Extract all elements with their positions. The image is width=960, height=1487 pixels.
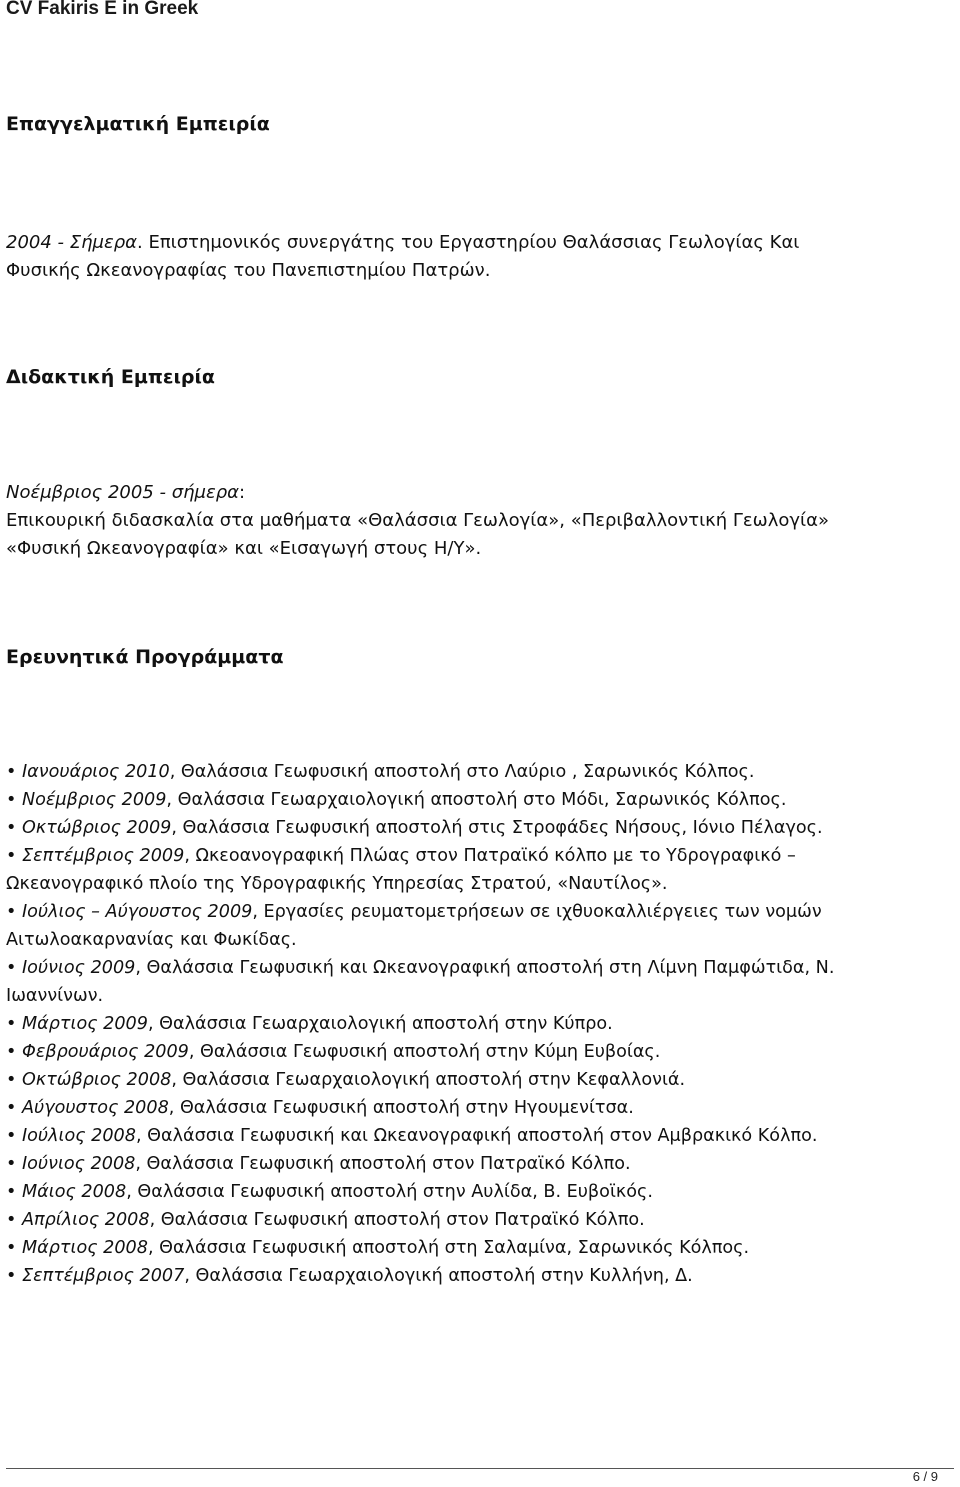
research-program-text: , Θαλάσσια Γεωαρχαιολογική αποστολή στην Κύπρο. bbox=[147, 1014, 613, 1034]
research-program-item bbox=[6, 1262, 936, 1290]
research-program-date: Αύγουστος 2008 bbox=[21, 1098, 169, 1118]
research-program-date: Ιούλιος 2008 bbox=[21, 1126, 136, 1146]
teaching-experience-heading: Διδακτική Εμπειρία bbox=[6, 366, 215, 388]
research-program-text: , Θαλάσσια Γεωφυσική αποστολή στην Ηγουμενίτσα. bbox=[168, 1098, 634, 1118]
research-program-item bbox=[6, 814, 936, 842]
research-program-text: , Θαλάσσια Γεωαρχαιολογική αποστολή στην Κυλλήνη, Δ. bbox=[184, 1266, 693, 1286]
research-program-item bbox=[6, 1038, 936, 1066]
professional-experience-heading: Επαγγελματική Εμπειρία bbox=[6, 113, 270, 135]
research-program-date: Μάρτιος 2009 bbox=[21, 1014, 148, 1034]
research-program-date: Μάιος 2008 bbox=[21, 1182, 127, 1202]
research-program-date: Ιούνιος 2008 bbox=[21, 1154, 136, 1174]
document-title: CV Fakiris E in Greek bbox=[6, 0, 199, 19]
research-program-item bbox=[6, 898, 936, 954]
professional-line-2: Φυσικής Ωκεανογραφίας του Πανεπιστημίου Πατρών. bbox=[6, 260, 491, 281]
research-program-text: , Εργασίες ρευματομετρήσεων σε ιχθυοκαλλιέργειες των νομών Αιτωλοακαρνανίας και Φωκίδας. bbox=[6, 902, 822, 950]
research-program-item bbox=[6, 842, 936, 898]
research-program-text: , Θαλάσσια Γεωφυσική και Ωκεανογραφική αποστολή στη Λίμνη Παμφώτιδα, Ν. Ιωαννίνων. bbox=[6, 958, 835, 1006]
research-program-text: , Θαλάσσια Γεωφυσική αποστολή στον Πατραϊκό Κόλπο. bbox=[149, 1210, 645, 1230]
teaching-colon: : bbox=[239, 482, 246, 503]
research-program-date: Σεπτέμβριος 2009 bbox=[21, 846, 185, 866]
research-program-date: Ιανουάριος 2010 bbox=[21, 762, 170, 782]
research-program-item bbox=[6, 786, 936, 814]
research-program-item bbox=[6, 1178, 936, 1206]
research-program-date: Μάρτιος 2008 bbox=[21, 1238, 148, 1258]
research-program-item bbox=[6, 954, 936, 1010]
research-program-item bbox=[6, 758, 936, 786]
research-program-date: Ιούνιος 2009 bbox=[21, 958, 136, 978]
teaching-date-line bbox=[6, 479, 946, 507]
research-program-item bbox=[6, 1234, 936, 1262]
teaching-date: Νοέμβριος 2005 - σήμερα bbox=[6, 482, 239, 503]
research-program-text: , Θαλάσσια Γεωφυσική αποστολή στον Πατραϊκό Κόλπο. bbox=[135, 1154, 631, 1174]
professional-line-1 bbox=[6, 229, 946, 257]
research-program-date: Οκτώβριος 2009 bbox=[21, 818, 172, 838]
footer-divider bbox=[6, 1468, 954, 1469]
research-program-text: , Θαλάσσια Γεωφυσική αποστολή στην Κύμη Ευβοίας. bbox=[188, 1042, 661, 1062]
professional-experience-entry bbox=[6, 229, 946, 285]
professional-text-1: . Επιστημονικός συνεργάτης του Εργαστηρίου Θαλάσσιας Γεωλογίας Και bbox=[137, 232, 800, 253]
research-program-text: , Θαλάσσια Γεωφυσική αποστολή στο Λαύριο , Σαρωνικός Κόλπος. bbox=[169, 762, 755, 782]
research-programs-heading: Ερευνητικά Προγράμματα bbox=[6, 646, 284, 668]
research-program-text: , Θαλάσσια Γεωαρχαιολογική αποστολή στο Μόδι, Σαρωνικός Κόλπος. bbox=[166, 790, 787, 810]
professional-date: 2004 - Σήμερα bbox=[6, 232, 138, 253]
teaching-experience-entry bbox=[6, 479, 946, 563]
research-program-item bbox=[6, 1094, 936, 1122]
research-program-item bbox=[6, 1122, 936, 1150]
research-program-date: Απρίλιος 2008 bbox=[21, 1210, 150, 1230]
research-program-date: Σεπτέμβριος 2007 bbox=[21, 1266, 185, 1286]
research-program-text: , Θαλάσσια Γεωαρχαιολογική αποστολή στην Κεφαλλονιά. bbox=[171, 1070, 686, 1090]
research-program-item bbox=[6, 1066, 936, 1094]
teaching-line-1: Επικουρική διδασκαλία στα μαθήματα «Θαλάσσια Γεωλογία», «Περιβαλλοντική Γεωλογία» bbox=[6, 510, 830, 531]
research-program-date: Ιούλιος – Αύγουστος 2009 bbox=[21, 902, 253, 922]
research-program-item bbox=[6, 1010, 936, 1038]
research-program-text: , Θαλάσσια Γεωφυσική αποστολή στη Σαλαμίνα, Σαρωνικός Κόλπος. bbox=[147, 1238, 750, 1258]
research-program-text: , Θαλάσσια Γεωφυσική αποστολή στις Στροφάδες Νήσους, Ιόνιο Πέλαγος. bbox=[171, 818, 823, 838]
page-number: 6 / 9 bbox=[912, 1469, 938, 1484]
research-program-date: Φεβρουάριος 2009 bbox=[21, 1042, 189, 1062]
research-program-text: , Θαλάσσια Γεωφυσική και Ωκεανογραφική αποστολή στον Αμβρακικό Κόλπο. bbox=[135, 1126, 818, 1146]
research-programs-list bbox=[6, 758, 936, 1290]
research-program-text: , Θαλάσσια Γεωφυσική αποστολή στην Αυλίδα, Β. Ευβοϊκός. bbox=[126, 1182, 653, 1202]
research-program-date: Οκτώβριος 2008 bbox=[21, 1070, 172, 1090]
research-program-date: Νοέμβριος 2009 bbox=[21, 790, 167, 810]
research-program-text: , Ωκεοανογραφική Πλώας στον Πατραϊκό κόλπο με το Υδρογραφικό – Ωκεανογραφικό πλοίο της Υδρογραφικής Υπηρεσίας Στρατού, «Ναυτίλος». bbox=[6, 846, 796, 894]
research-program-item bbox=[6, 1206, 936, 1234]
teaching-line-2: «Φυσική Ωκεανογραφία» και «Εισαγωγή στους Η/Υ». bbox=[6, 538, 482, 559]
research-program-item bbox=[6, 1150, 936, 1178]
